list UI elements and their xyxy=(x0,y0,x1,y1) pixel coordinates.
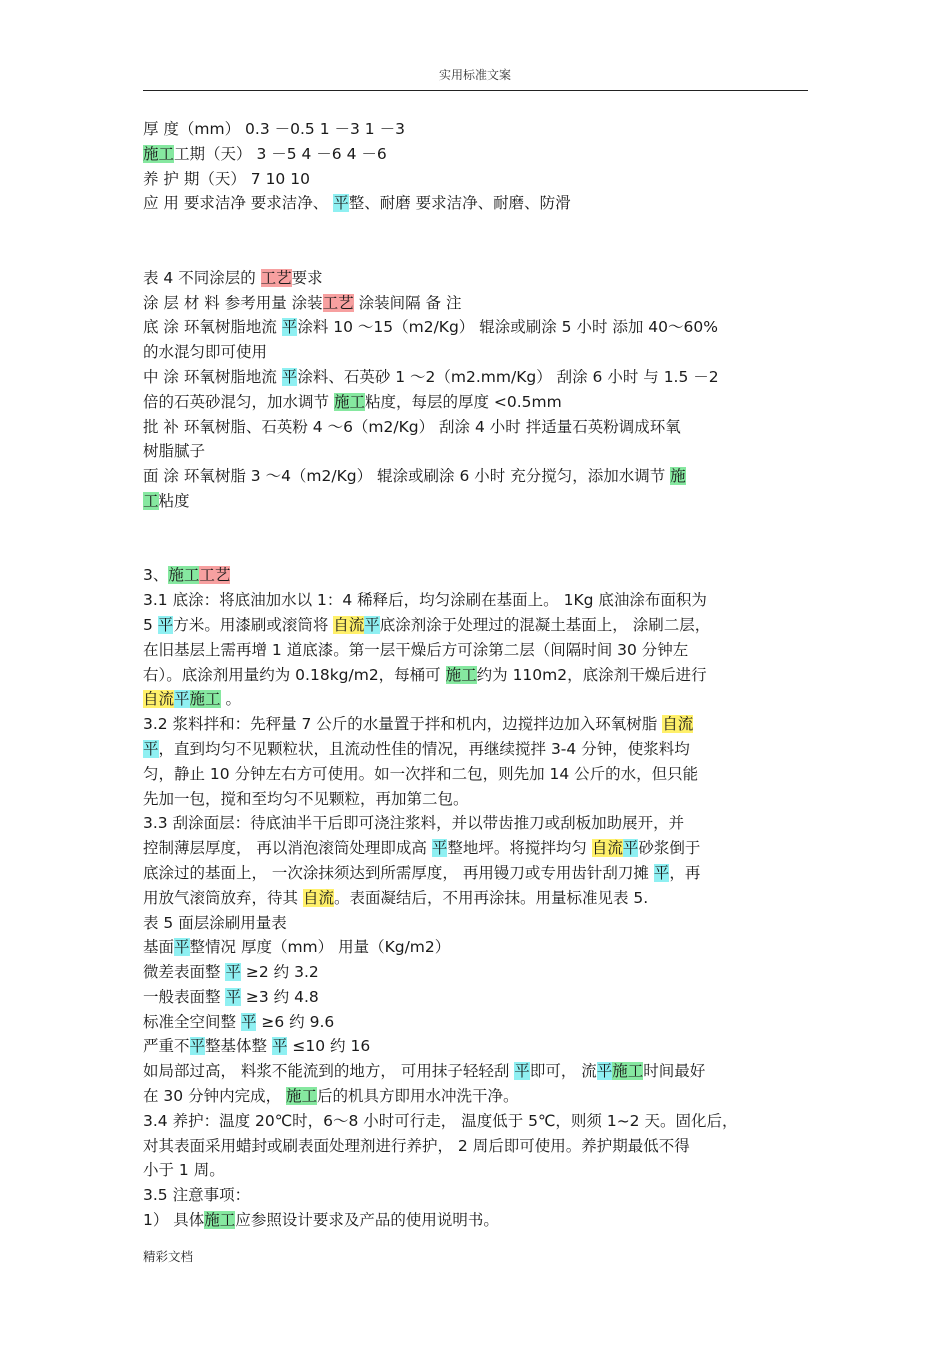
text-segment: 3.5 注意事项： xyxy=(143,1186,251,1205)
text-segment: 涂料、石英砂 1 ～2（m2.mm/Kg） 刮涂 6 小时 与 1.5 －2 xyxy=(297,367,719,386)
text-line xyxy=(143,1158,810,1183)
text-segment: ≥2 约 3.2 xyxy=(240,963,319,982)
text-segment: 用放气滚筒放弃，待其 xyxy=(143,888,303,907)
text-segment: ，再 xyxy=(669,863,701,882)
text-segment: 要求 xyxy=(291,268,323,287)
text-segment: 的水混匀即可使用 xyxy=(143,343,268,362)
text-line xyxy=(143,365,810,390)
highlighted-term: 平 xyxy=(225,963,241,982)
text-line xyxy=(143,985,810,1010)
highlighted-term: 工艺 xyxy=(260,268,292,287)
highlighted-term: 平 xyxy=(281,367,298,386)
highlighted-term: 施工 xyxy=(445,665,477,684)
text-segment: 涂料 10 ～15（m2/Kg） 辊涂或刷涂 5 小时 添加 40～60% xyxy=(297,318,718,337)
text-line xyxy=(143,1208,810,1233)
highlighted-term: 平 xyxy=(364,615,380,634)
highlighted-term: 平 xyxy=(143,739,159,758)
text-segment: 整情况 厚度（mm） 用量（Kg/m2） xyxy=(189,938,451,957)
text-line xyxy=(143,638,810,663)
highlighted-term: 平 xyxy=(240,1012,257,1031)
text-segment: 粘度，每层的厚度 <0.5mm xyxy=(364,392,562,411)
highlighted-term: 自流 xyxy=(591,839,623,858)
highlighted-term: 工艺 xyxy=(199,566,231,585)
text-segment: 严重不 xyxy=(143,1037,190,1056)
highlighted-term: 施工 xyxy=(168,566,200,585)
highlighted-term: 平 xyxy=(271,1037,288,1056)
highlighted-term: 施工 xyxy=(286,1087,318,1106)
highlighted-term: 工 xyxy=(143,491,159,510)
highlighted-term: 自流 xyxy=(302,888,334,907)
text-segment: 3、 xyxy=(143,566,169,585)
text-line xyxy=(143,266,810,291)
text-line xyxy=(143,563,810,588)
highlighted-term: 平 xyxy=(225,987,241,1006)
text-segment: 约为 110m2，底涂剂干燥后进行 xyxy=(476,665,707,684)
highlighted-term: 平 xyxy=(281,318,298,337)
text-line xyxy=(143,588,810,613)
text-segment: ≥6 约 9.6 xyxy=(256,1012,335,1031)
text-segment: 涂 层 材 料 参考用量 涂装 xyxy=(143,293,323,312)
text-line xyxy=(143,1034,810,1059)
highlighted-term: 平 xyxy=(174,938,190,957)
text-segment: 应 用 要求洁净 要求洁净、 xyxy=(143,194,334,213)
highlighted-term: 平 xyxy=(157,615,174,634)
text-segment: 后的机具方即用水冲洗干净。 xyxy=(317,1087,519,1106)
blank-line xyxy=(143,216,810,266)
highlighted-term: 工艺 xyxy=(322,293,354,312)
text-segment: 小于 1 周。 xyxy=(143,1161,225,1180)
text-segment: 如局部过高， 料浆不能流到的地方， 可用抹子轻轻刮 xyxy=(143,1062,515,1081)
highlighted-term: 平 xyxy=(514,1062,530,1081)
text-segment: 即可， 流 xyxy=(529,1062,597,1081)
text-segment: 对其表面采用蜡封或刷表面处理剂进行养护， 2 周后即可使用。养护期最低不得 xyxy=(143,1136,690,1155)
text-segment: 底 涂 环氧树脂地流 xyxy=(143,318,282,337)
text-line xyxy=(143,464,810,489)
document-body xyxy=(143,117,810,1233)
text-segment: 控制薄层厚度， 再以消泡滚筒处理即成高 xyxy=(143,839,432,858)
text-line xyxy=(143,762,810,787)
text-segment: 底涂剂涂于处理过的混凝土基面上， 涂刷二层， xyxy=(379,615,711,634)
text-segment: 一般表面整 xyxy=(143,987,226,1006)
highlighted-term: 平 xyxy=(431,839,448,858)
text-line xyxy=(143,811,810,836)
highlighted-term: 施工 xyxy=(612,1062,644,1081)
text-line xyxy=(143,663,810,688)
text-line xyxy=(143,1010,810,1035)
text-segment: 工期（天） 3 －5 4 －6 4 －6 xyxy=(174,144,387,163)
highlighted-term: 施工 xyxy=(143,144,175,163)
blank-line xyxy=(143,514,810,564)
header-title: 实用标准文案 xyxy=(438,68,511,82)
text-line xyxy=(143,439,810,464)
text-segment: 粘度 xyxy=(158,491,190,510)
text-segment: 面 涂 环氧树脂 3 ～4（m2/Kg） 辊涂或刷涂 6 小时 充分搅匀，添加水调节 xyxy=(143,467,671,486)
text-segment: ≥3 约 4.8 xyxy=(240,987,319,1006)
highlighted-term: 施 xyxy=(670,467,686,486)
highlighted-term: 施工 xyxy=(189,690,221,709)
highlighted-term: 平 xyxy=(333,194,349,213)
text-segment: 表 4 不同涂层的 xyxy=(143,268,261,287)
text-segment: 在旧基层上需再增 1 道底漆。第一层干燥后方可涂第二层（间隔时间 30 分钟左 xyxy=(143,640,689,659)
text-segment: 3.4 养护：温度 20℃时，6～8 小时可行走， 温度低于 5℃，则须 1~2 天。固化后， xyxy=(143,1111,738,1130)
text-segment: ，直到均匀不见颗粒状，且流动性佳的情况，再继续搅拌 3-4 分钟，使浆料均 xyxy=(158,739,690,758)
text-segment: 5 xyxy=(143,615,158,634)
text-segment: 整、耐磨 要求洁净、耐磨、防滑 xyxy=(348,194,571,213)
text-segment: 3.3 刮涂面层：待底油半干后即可浇注浆料，并以带齿推刀或刮板加助展开，并 xyxy=(143,814,685,833)
text-segment: 厚 度（mm） 0.3 －0.5 1 －3 1 －3 xyxy=(143,120,405,138)
highlighted-term: 平 xyxy=(596,1062,613,1081)
text-segment: 1） 具体 xyxy=(143,1211,205,1230)
highlighted-term: 自流 xyxy=(333,615,365,634)
text-segment: 砂浆倒于 xyxy=(638,839,701,858)
text-line xyxy=(143,415,810,440)
text-line xyxy=(143,340,810,365)
text-line xyxy=(143,737,810,762)
text-line xyxy=(143,142,810,167)
highlighted-term: 平 xyxy=(174,690,190,709)
text-segment: 微差表面整 xyxy=(143,963,226,982)
text-segment: 在 30 分钟内完成， xyxy=(143,1087,287,1106)
footer-text: 精彩文档 xyxy=(143,1249,194,1264)
text-line xyxy=(143,291,810,316)
text-line xyxy=(143,861,810,886)
text-segment: 批 补 环氧树脂、石英粉 4 ～6（m2/Kg） 刮涂 4 小时 拌适量石英粉调成环氧 xyxy=(143,417,681,436)
text-segment: 方米。用漆刷或滚筒将 xyxy=(173,615,334,634)
text-segment: 表 5 面层涂刷用量表 xyxy=(143,913,287,932)
text-line xyxy=(143,935,810,960)
text-line xyxy=(143,167,810,192)
highlighted-term: 平 xyxy=(189,1037,206,1056)
highlighted-term: 自流 xyxy=(143,690,175,709)
text-segment: 中 涂 环氧树脂地流 xyxy=(143,367,282,386)
text-segment: 应参照设计要求及产品的使用说明书。 xyxy=(235,1211,499,1230)
text-segment: 底涂过的基面上， 一次涂抹须达到所需厚度， 再用镘刀或专用齿针刮刀摊 xyxy=(143,863,654,882)
text-segment: 整地坪。将搅拌均匀 xyxy=(447,839,592,858)
text-line xyxy=(143,613,810,638)
text-segment: 标准全空间整 xyxy=(143,1012,241,1031)
text-line xyxy=(143,1109,810,1134)
text-line xyxy=(143,315,810,340)
text-line xyxy=(143,117,810,142)
highlighted-term: 平 xyxy=(653,863,670,882)
text-segment: 基面 xyxy=(143,938,175,957)
text-segment: 倍的石英砂混匀，加水调节 xyxy=(143,392,334,411)
highlighted-term: 施工 xyxy=(204,1211,236,1230)
text-line xyxy=(143,1084,810,1109)
text-line xyxy=(143,712,810,737)
text-segment: 整基体整 xyxy=(205,1037,272,1056)
header-divider xyxy=(143,90,808,91)
text-line xyxy=(143,489,810,514)
text-line xyxy=(143,911,810,936)
highlighted-term: 自流 xyxy=(662,715,694,734)
highlighted-term: 施工 xyxy=(333,392,365,411)
text-line xyxy=(143,390,810,415)
text-segment: ≤10 约 16 xyxy=(287,1037,371,1056)
text-segment: 匀，静止 10 分钟左右方可使用。如一次拌和二包，则先加 14 公斤的水，但只能 xyxy=(143,764,699,783)
text-segment: 。表面凝结后，不用再涂抹。用量标准见表 5. xyxy=(333,888,649,907)
text-line xyxy=(143,960,810,985)
text-segment: 时间最好 xyxy=(643,1062,706,1081)
text-line xyxy=(143,886,810,911)
text-segment: 3.2 浆料拌和：先秤量 7 公斤的水量置于拌和机内，边搅拌边加入环氧树脂 xyxy=(143,715,663,734)
text-line xyxy=(143,1059,810,1084)
text-segment: 3.1 底涂：将底油加水以 1：4 稀释后，均匀涂刷在基面上。 1Kg 底油涂布面积为 xyxy=(143,591,707,610)
text-segment: 先加一包，搅和至均匀不见颗粒，再加第二包。 xyxy=(143,789,469,808)
highlighted-term: 平 xyxy=(622,839,639,858)
text-segment: 涂装间隔 备 注 xyxy=(353,293,462,312)
text-segment: 养 护 期（天） 7 10 10 xyxy=(143,169,310,188)
text-line xyxy=(143,191,810,216)
text-segment: 右）。底涂剂用量约为 0.18kg/m2，每桶可 xyxy=(143,665,446,684)
text-line xyxy=(143,1183,810,1208)
text-line xyxy=(143,1134,810,1159)
text-line xyxy=(143,836,810,861)
text-segment: 。 xyxy=(220,690,241,709)
text-line xyxy=(143,687,810,712)
text-segment: 树脂腻子 xyxy=(143,442,206,461)
text-line xyxy=(143,787,810,812)
